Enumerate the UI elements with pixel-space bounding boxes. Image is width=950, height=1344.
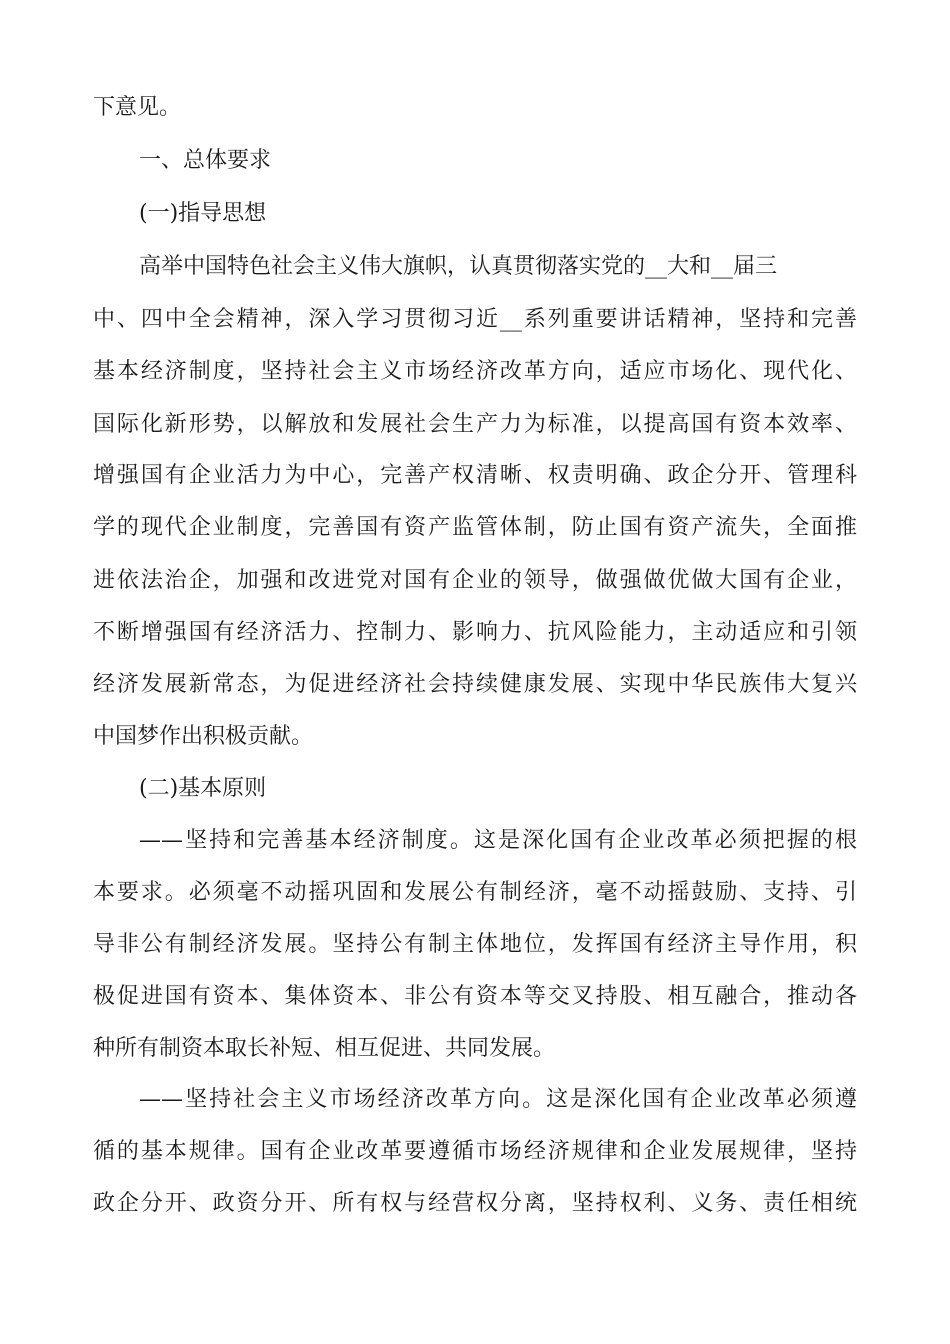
text-line: 中、四中全会精神，深入学习贯彻习近__系列重要讲话精神，坚持和完善 xyxy=(93,307,857,332)
text-line: 下意见。 xyxy=(93,95,182,120)
text-line: 中国梦作出积极贡献。 xyxy=(93,724,314,749)
text-line: 增强国有企业活力为中心，完善产权清晰、权责明确、政企分开、管理科 xyxy=(93,463,857,488)
text-line: ——坚持和完善基本经济制度。这是深化国有企业改革必须把握的根 xyxy=(139,828,857,853)
text-line: 高举中国特色社会主义伟大旗帜，认真贯彻落实党的__大和__届三 xyxy=(139,254,778,279)
subsection-heading: (二)基本原则 xyxy=(139,776,267,801)
text-line: 本要求。必须毫不动摇巩固和发展公有制经济，毫不动摇鼓励、支持、引 xyxy=(93,880,857,905)
subsection-heading: (一)指导思想 xyxy=(139,201,267,226)
text-line: 种所有制资本取长补短、相互促进、共同发展。 xyxy=(93,1036,556,1061)
text-line: 基本经济制度，坚持社会主义市场经济改革方向，适应市场化、现代化、 xyxy=(93,359,857,384)
text-line: 进依法治企，加强和改进党对国有企业的领导，做强做优做大国有企业， xyxy=(93,568,857,593)
section-heading: 一、总体要求 xyxy=(139,148,272,173)
text-line: 导非公有制经济发展。坚持公有制主体地位，发挥国有经济主导作用，积 xyxy=(93,932,857,957)
text-line: 经济发展新常态，为促进经济社会持续健康发展、实现中华民族伟大复兴 xyxy=(93,672,857,697)
text-line: 极促进国有资本、集体资本、非公有资本等交叉持股、相互融合，推动各 xyxy=(93,984,857,1009)
text-line: 不断增强国有经济活力、控制力、影响力、抗风险能力，主动适应和引领 xyxy=(93,620,857,645)
text-line: 学的现代企业制度，完善国有资产监管体制，防止国有资产流失，全面推 xyxy=(93,515,857,540)
text-line: ——坚持社会主义市场经济改革方向。这是深化国有企业改革必须遵 xyxy=(139,1087,857,1112)
text-line: 循的基本规律。国有企业改革要遵循市场经济规律和企业发展规律，坚持 xyxy=(93,1139,857,1164)
text-line: 政企分开、政资分开、所有权与经营权分离，坚持权利、义务、责任相统 xyxy=(93,1191,857,1216)
text-line: 国际化新形势，以解放和发展社会生产力为标准，以提高国有资本效率、 xyxy=(93,412,857,437)
